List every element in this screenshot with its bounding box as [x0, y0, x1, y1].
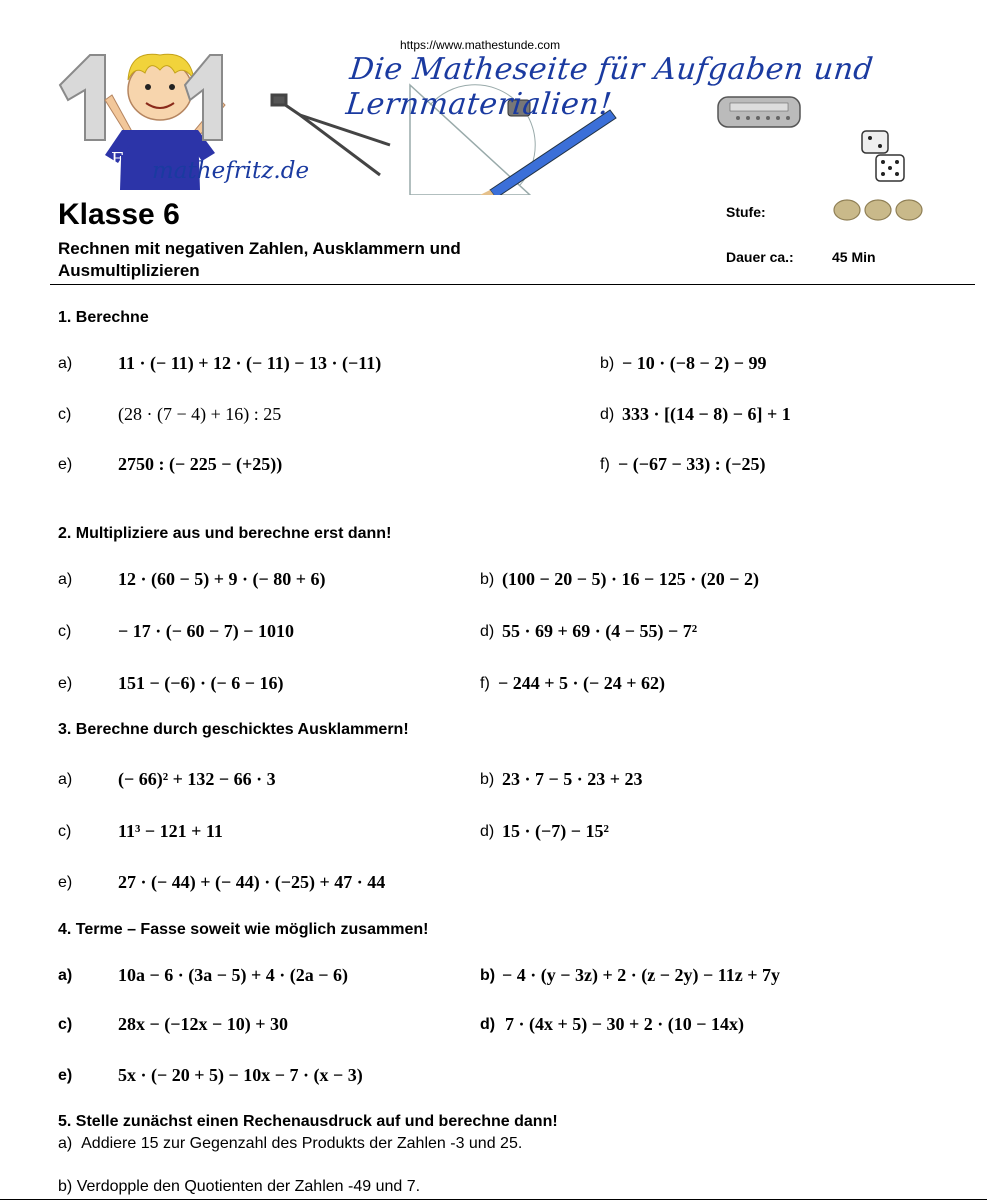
header-slogan: Die Matheseite für Aufgaben und Lernmaterialien!: [344, 52, 876, 122]
stufe-label: Stufe:: [726, 204, 766, 220]
task-label: e): [58, 456, 73, 473]
word-task: [58, 1135, 522, 1153]
task-expression: 5x · (− 20 + 5) − 10x − 7 · (x − 3): [118, 1065, 363, 1085]
difficulty-stone-icon: [896, 200, 922, 220]
task-label: a): [58, 967, 73, 984]
task-expression: − (−67 − 33) : (−25): [618, 454, 766, 474]
task-expression: (100 − 20 − 5) · 16 − 125 · (20 − 2): [502, 569, 760, 589]
page-title: Klasse 6: [58, 198, 180, 231]
task-label: d): [600, 406, 615, 423]
task-label: a): [58, 771, 73, 788]
page-bottom-edge: [0, 1199, 987, 1200]
task-text: Verdopple den Quotienten der Zahlen -49 und 7.: [76, 1178, 421, 1195]
task-label: f): [480, 675, 490, 692]
header-url: https://www.mathestunde.com: [400, 38, 561, 52]
task-expression: 12 · (60 − 5) + 9 · (− 80 + 6): [118, 569, 326, 589]
task-label: c): [58, 823, 72, 840]
dauer-label: Dauer ca.:: [726, 249, 794, 265]
task-expression: 7 · (4x + 5) − 30 + 2 · (10 − 14x): [505, 1014, 745, 1034]
task-expression: (− 66)² + 132 − 66 · 3: [118, 769, 276, 789]
task-expression: 55 · 69 + 69 · (4 − 55) − 7²: [502, 621, 698, 641]
task-label: a): [58, 571, 73, 588]
section-2-title: 2. Multipliziere aus und berechne erst dann!: [58, 525, 392, 542]
task-label: d): [480, 1016, 496, 1033]
word-task: [58, 1178, 420, 1196]
task-expression: 333 · [(14 − 8) − 6] + 1: [622, 404, 791, 424]
difficulty-stone-icon: [834, 200, 860, 220]
task-expression: 2750 : (− 225 − (+25)): [118, 454, 283, 474]
section-1-title: 1. Berechne: [58, 309, 149, 326]
task-label: d): [480, 823, 495, 840]
task-label: d): [480, 623, 495, 640]
task-expression: (28 · (7 − 4) + 16) : 25: [118, 404, 282, 424]
section-4-title: 4. Terme – Fasse soweit wie möglich zusammen!: [58, 921, 429, 938]
task-label: b): [58, 1178, 73, 1195]
task-label: c): [58, 1016, 73, 1033]
task-expression: 151 − (−6) · (− 6 − 16): [118, 673, 284, 693]
task-label: f): [600, 456, 610, 473]
task-label: e): [58, 1067, 73, 1084]
difficulty-stone-icon: [865, 200, 891, 220]
task-expression: 10a − 6 · (3a − 5) + 4 · (2a − 6): [118, 965, 349, 985]
task-text: Addiere 15 zur Gegenzahl des Produkts der Zahlen -3 und 25.: [81, 1135, 523, 1152]
task-expression: − 10 · (−8 − 2) − 99: [622, 353, 767, 373]
header-divider: [50, 284, 975, 285]
task-expression: 23 · 7 − 5 · 23 + 23: [502, 769, 643, 789]
task-label: e): [58, 675, 73, 692]
shirt-letter: F: [111, 149, 124, 170]
dauer-value: 45 Min: [832, 249, 876, 265]
task-label: a): [58, 355, 73, 372]
task-expression: − 244 + 5 · (− 24 + 62): [498, 673, 666, 693]
task-label: b): [480, 771, 495, 788]
task-expression: 11³ − 121 + 11: [118, 821, 223, 841]
task-expression: 11 · (− 11) + 12 · (− 11) − 13 · (−11): [118, 353, 382, 373]
pencil-icon: [480, 110, 616, 195]
difficulty-stones: [833, 197, 929, 223]
dice-icon: [862, 131, 904, 181]
task-expression: 15 · (−7) − 15²: [502, 821, 609, 841]
task-label: b): [480, 967, 496, 984]
task-expression: − 4 · (y − 3z) + 2 · (z − 2y) − 11z + 7y: [502, 965, 780, 985]
task-expression: − 17 · (− 60 − 7) − 1010: [118, 621, 295, 641]
task-expression: 27 · (− 44) + (− 44) · (−25) + 47 · 44: [118, 872, 386, 892]
page-subtitle: Rechnen mit negativen Zahlen, Ausklammern und Ausmultiplizieren: [58, 239, 461, 280]
task-label: a): [58, 1135, 73, 1152]
task-expression: 28x − (−12x − 10) + 30: [118, 1014, 289, 1034]
task-label: e): [58, 874, 73, 891]
task-label: b): [480, 571, 495, 588]
task-label: b): [600, 355, 615, 372]
task-label: c): [58, 623, 72, 640]
digit-one-left-icon: [60, 55, 105, 140]
logo-text: mathefritz.de: [152, 158, 310, 184]
section-5-title: 5. Stelle zunächst einen Rechenausdruck auf und berechne dann!: [58, 1113, 558, 1130]
section-3-title: 3. Berechne durch geschicktes Ausklammern!: [58, 721, 409, 738]
task-label: c): [58, 406, 72, 423]
